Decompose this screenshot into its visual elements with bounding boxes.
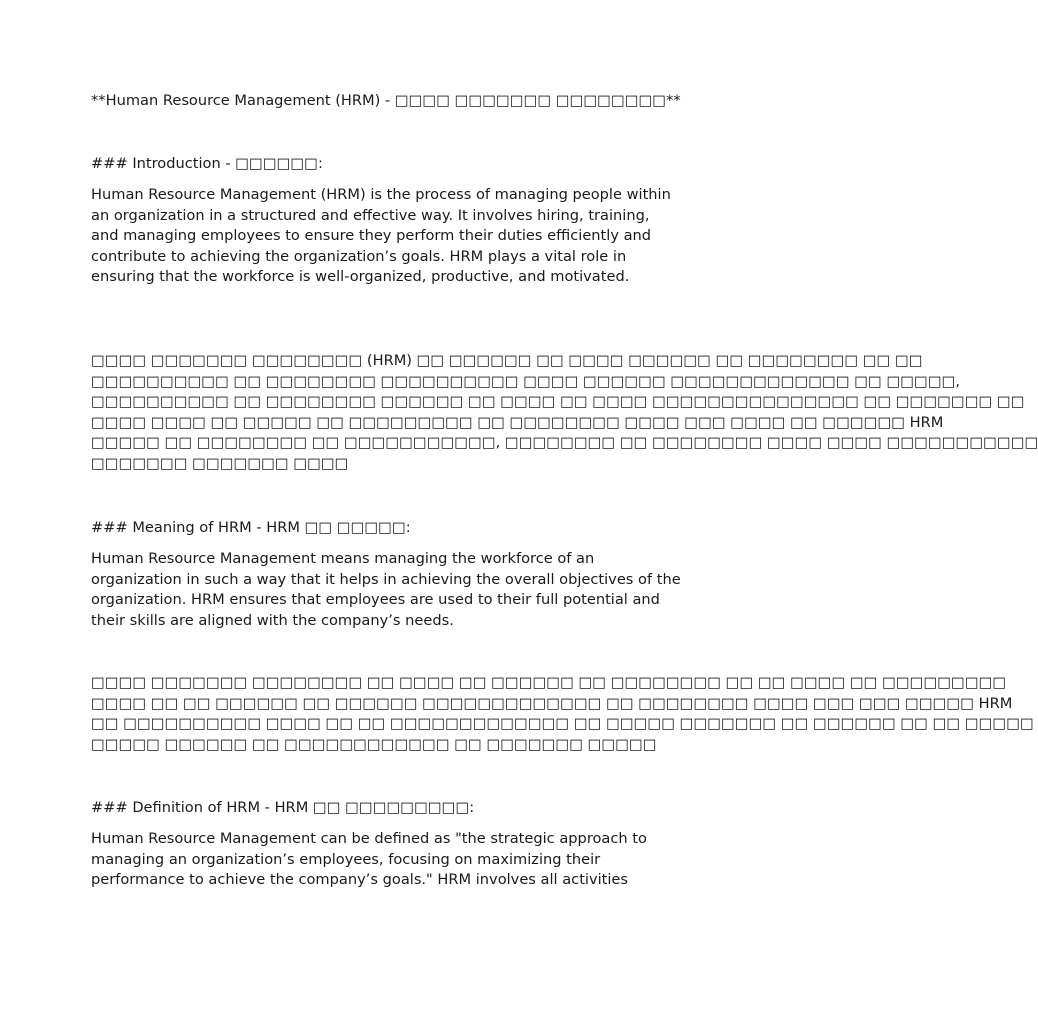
hindi-line: □□□□□□□□□□ □□ □□□□□□□□ □□□□□□ □□ □□□□ □□ □□□□ □□□□□□□□□□□□□□□ □□ □□□□□□□ □□ — [91, 393, 1025, 411]
meaning-heading: ### Meaning of HRM - HRM □□ □□□□□: — [91, 519, 411, 536]
hindi-line: □□□□□ □□ □□□□□□□□ □□ □□□□□□□□□□□, □□□□□□□□ □□ □□□□□□□□ □□□□ □□□□ □□□□□□□□□□□ — [91, 434, 1038, 452]
hindi-line: □□□□ □□□□□□□ □□□□□□□□ (HRM) □□ □□□□□□ □□ □□□□ □□□□□□ □□ □□□□□□□□ □□ □□ — [91, 352, 923, 369]
meaning-hindi-paragraph — [91, 673, 1034, 755]
hindi-line: □□□□ □□□□□□□ □□□□□□□□ □□ □□□□ □□ □□□□□□ □□ □□□□□□□□ □□ □□ □□□□ □□ □□□□□□□□□ — [91, 674, 1007, 691]
meaning-english-paragraph: Human Resource Management means managing the workforce of an organization in such a way that it helps in achieving the overall objectives of the organization. HRM ensures that employees are used to their full potential and their skills are aligned with the company’s needs. — [91, 550, 681, 629]
hindi-line: □□□□□ □□□□□□ □□ □□□□□□□□□□□□ □□ □□□□□□□ □□□□□ — [91, 735, 657, 753]
definition-english-paragraph: Human Resource Management can be defined as "the strategic approach to managing an organization’s employees, focusing on maximizing their performance to achieve the company’s goals." HRM involves all activities — [91, 830, 647, 889]
introduction-english-paragraph: Human Resource Management (HRM) is the process of managing people within an organization in a structured and effective way. It involves hiring, training, and managing employees to ensure they perform their duties efficiently and contribute to achieving the organization’s goals. HRM plays a vital role in ensuring that the workforce is well-organized, productive, and motivated. — [91, 186, 671, 286]
definition-heading: ### Definition of HRM - HRM □□ □□□□□□□□□: — [91, 799, 475, 816]
hindi-line: □□ □□□□□□□□□□ □□□□ □□ □□ □□□□□□□□□□□□□ □□ □□□□□ □□□□□□□ □□ □□□□□□ □□ □□ □□□□□ — [91, 715, 1034, 733]
hindi-line: □□□□ □□□□ □□ □□□□□ □□ □□□□□□□□□ □□ □□□□□□□□ □□□□ □□□ □□□□ □□ □□□□□□ HRM — [91, 413, 944, 431]
introduction-hindi-paragraph — [91, 351, 1038, 475]
hindi-line: □□□□□□□□□□ □□ □□□□□□□□ □□□□□□□□□□ □□□□ □□□□□□ □□□□□□□□□□□□□ □□ □□□□□, — [91, 372, 961, 390]
hindi-line: □□□□ □□ □□ □□□□□□ □□ □□□□□□ □□□□□□□□□□□□□ □□ □□□□□□□□ □□□□ □□□ □□□ □□□□□ HRM — [91, 694, 1013, 712]
introduction-heading: ### Introduction - □□□□□□: — [91, 155, 323, 172]
document-title: **Human Resource Management (HRM) - □□□□ □□□□□□□ □□□□□□□□** — [91, 92, 681, 109]
hindi-line: □□□□□□□ □□□□□□□ □□□□ — [91, 454, 349, 472]
